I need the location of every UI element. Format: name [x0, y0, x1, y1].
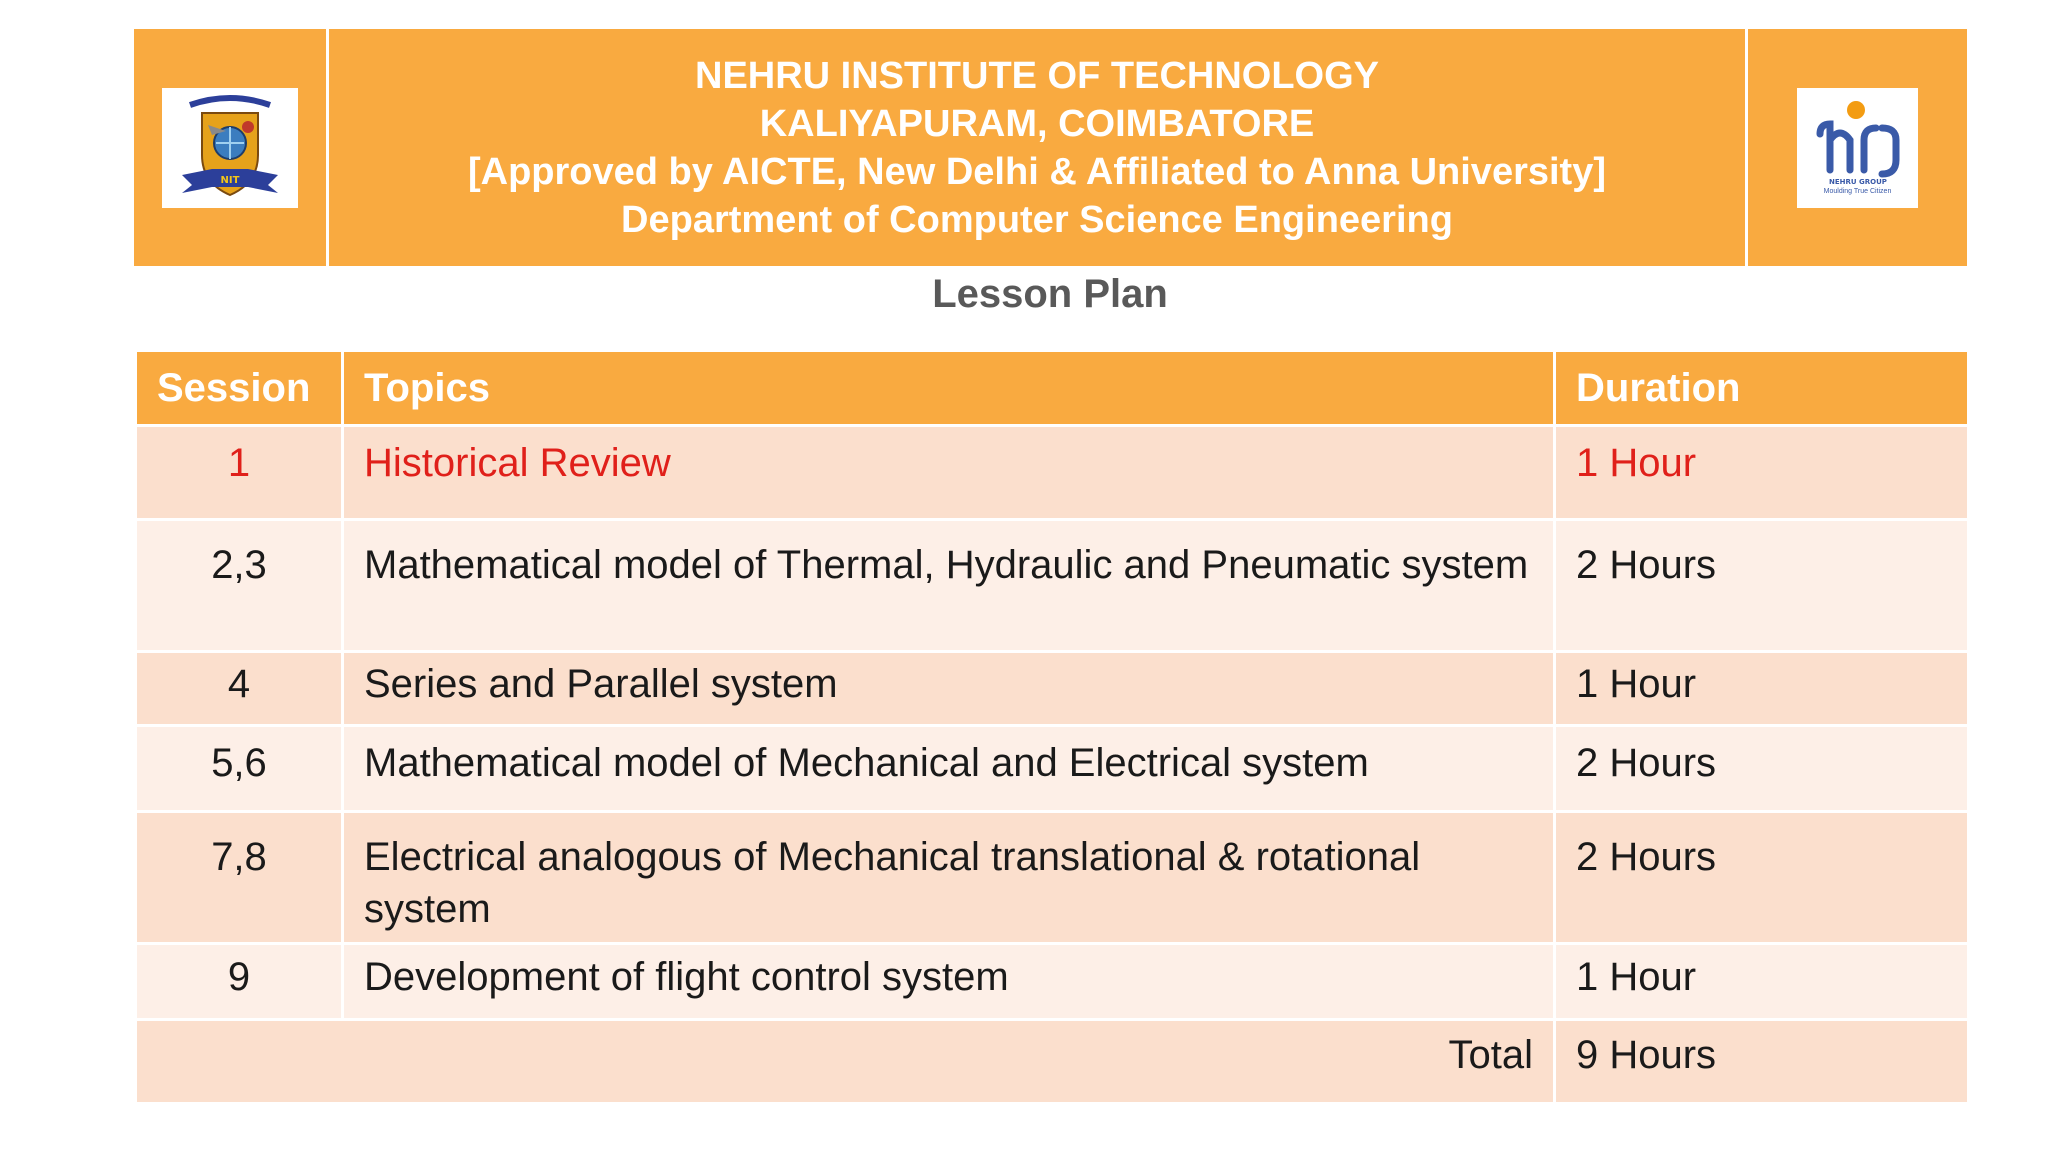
table-row [136, 652, 1969, 726]
department-name: Department of Computer Science Engineering [621, 198, 1453, 241]
institute-approval: [Approved by AICTE, New Delhi & Affiliated to Anna University] [468, 150, 1606, 193]
nehru-group-logo [1797, 88, 1918, 208]
total-label: Total [136, 1020, 1555, 1104]
table-row [136, 426, 1969, 520]
lesson-plan-heading: Lesson Plan [932, 272, 1168, 316]
duration-cell: 1 Hour [1555, 652, 1969, 726]
header-banner [134, 29, 1967, 266]
session-cell: 4 [136, 652, 343, 726]
ng-logo-icon [1810, 100, 1906, 186]
session-cell: 7,8 [136, 812, 343, 944]
svg-text:NIT: NIT [220, 174, 240, 186]
logo-tagline: Moulding True Citizen [1823, 188, 1892, 195]
right-logo-cell [1748, 29, 1967, 266]
table-row [136, 520, 1969, 652]
session-cell: 1 [136, 426, 343, 520]
column-header-duration: Duration [1555, 351, 1969, 426]
topic-cell: Electrical analogous of Mechanical translational & rotational system [343, 812, 1555, 944]
session-cell: 2,3 [136, 520, 343, 652]
institute-name: NEHRU INSTITUTE OF TECHNOLOGY [695, 54, 1379, 97]
duration-cell: 1 Hour [1555, 944, 1969, 1020]
lesson-plan-table [134, 349, 1970, 1105]
table-row [136, 944, 1969, 1020]
institute-location: KALIYAPURAM, COIMBATORE [759, 102, 1315, 145]
session-cell: 9 [136, 944, 343, 1020]
duration-cell: 1 Hour [1555, 426, 1969, 520]
topic-cell: Mathematical model of Thermal, Hydraulic and Pneumatic system [343, 520, 1555, 652]
duration-cell: 2 Hours [1555, 520, 1969, 652]
column-header-topics: Topics [343, 351, 1555, 426]
left-logo-cell [134, 29, 326, 266]
topic-cell: Series and Parallel system [343, 652, 1555, 726]
topic-cell: Mathematical model of Mechanical and Electrical system [343, 726, 1555, 812]
total-row [136, 1020, 1969, 1104]
institute-title-block [329, 29, 1745, 266]
crest-icon [168, 93, 292, 203]
topic-cell: Development of flight control system [343, 944, 1555, 1020]
total-value: 9 Hours [1555, 1020, 1969, 1104]
topic-cell: Historical Review [343, 426, 1555, 520]
column-header-session: Session [136, 351, 343, 426]
svg-text:NEHRU GROUP: NEHRU GROUP [1828, 178, 1887, 186]
duration-cell: 2 Hours [1555, 812, 1969, 944]
table-row [136, 726, 1969, 812]
nit-crest-logo [162, 88, 298, 208]
table-header-row [136, 351, 1969, 426]
duration-cell: 2 Hours [1555, 726, 1969, 812]
table-row [136, 812, 1969, 944]
session-cell: 5,6 [136, 726, 343, 812]
